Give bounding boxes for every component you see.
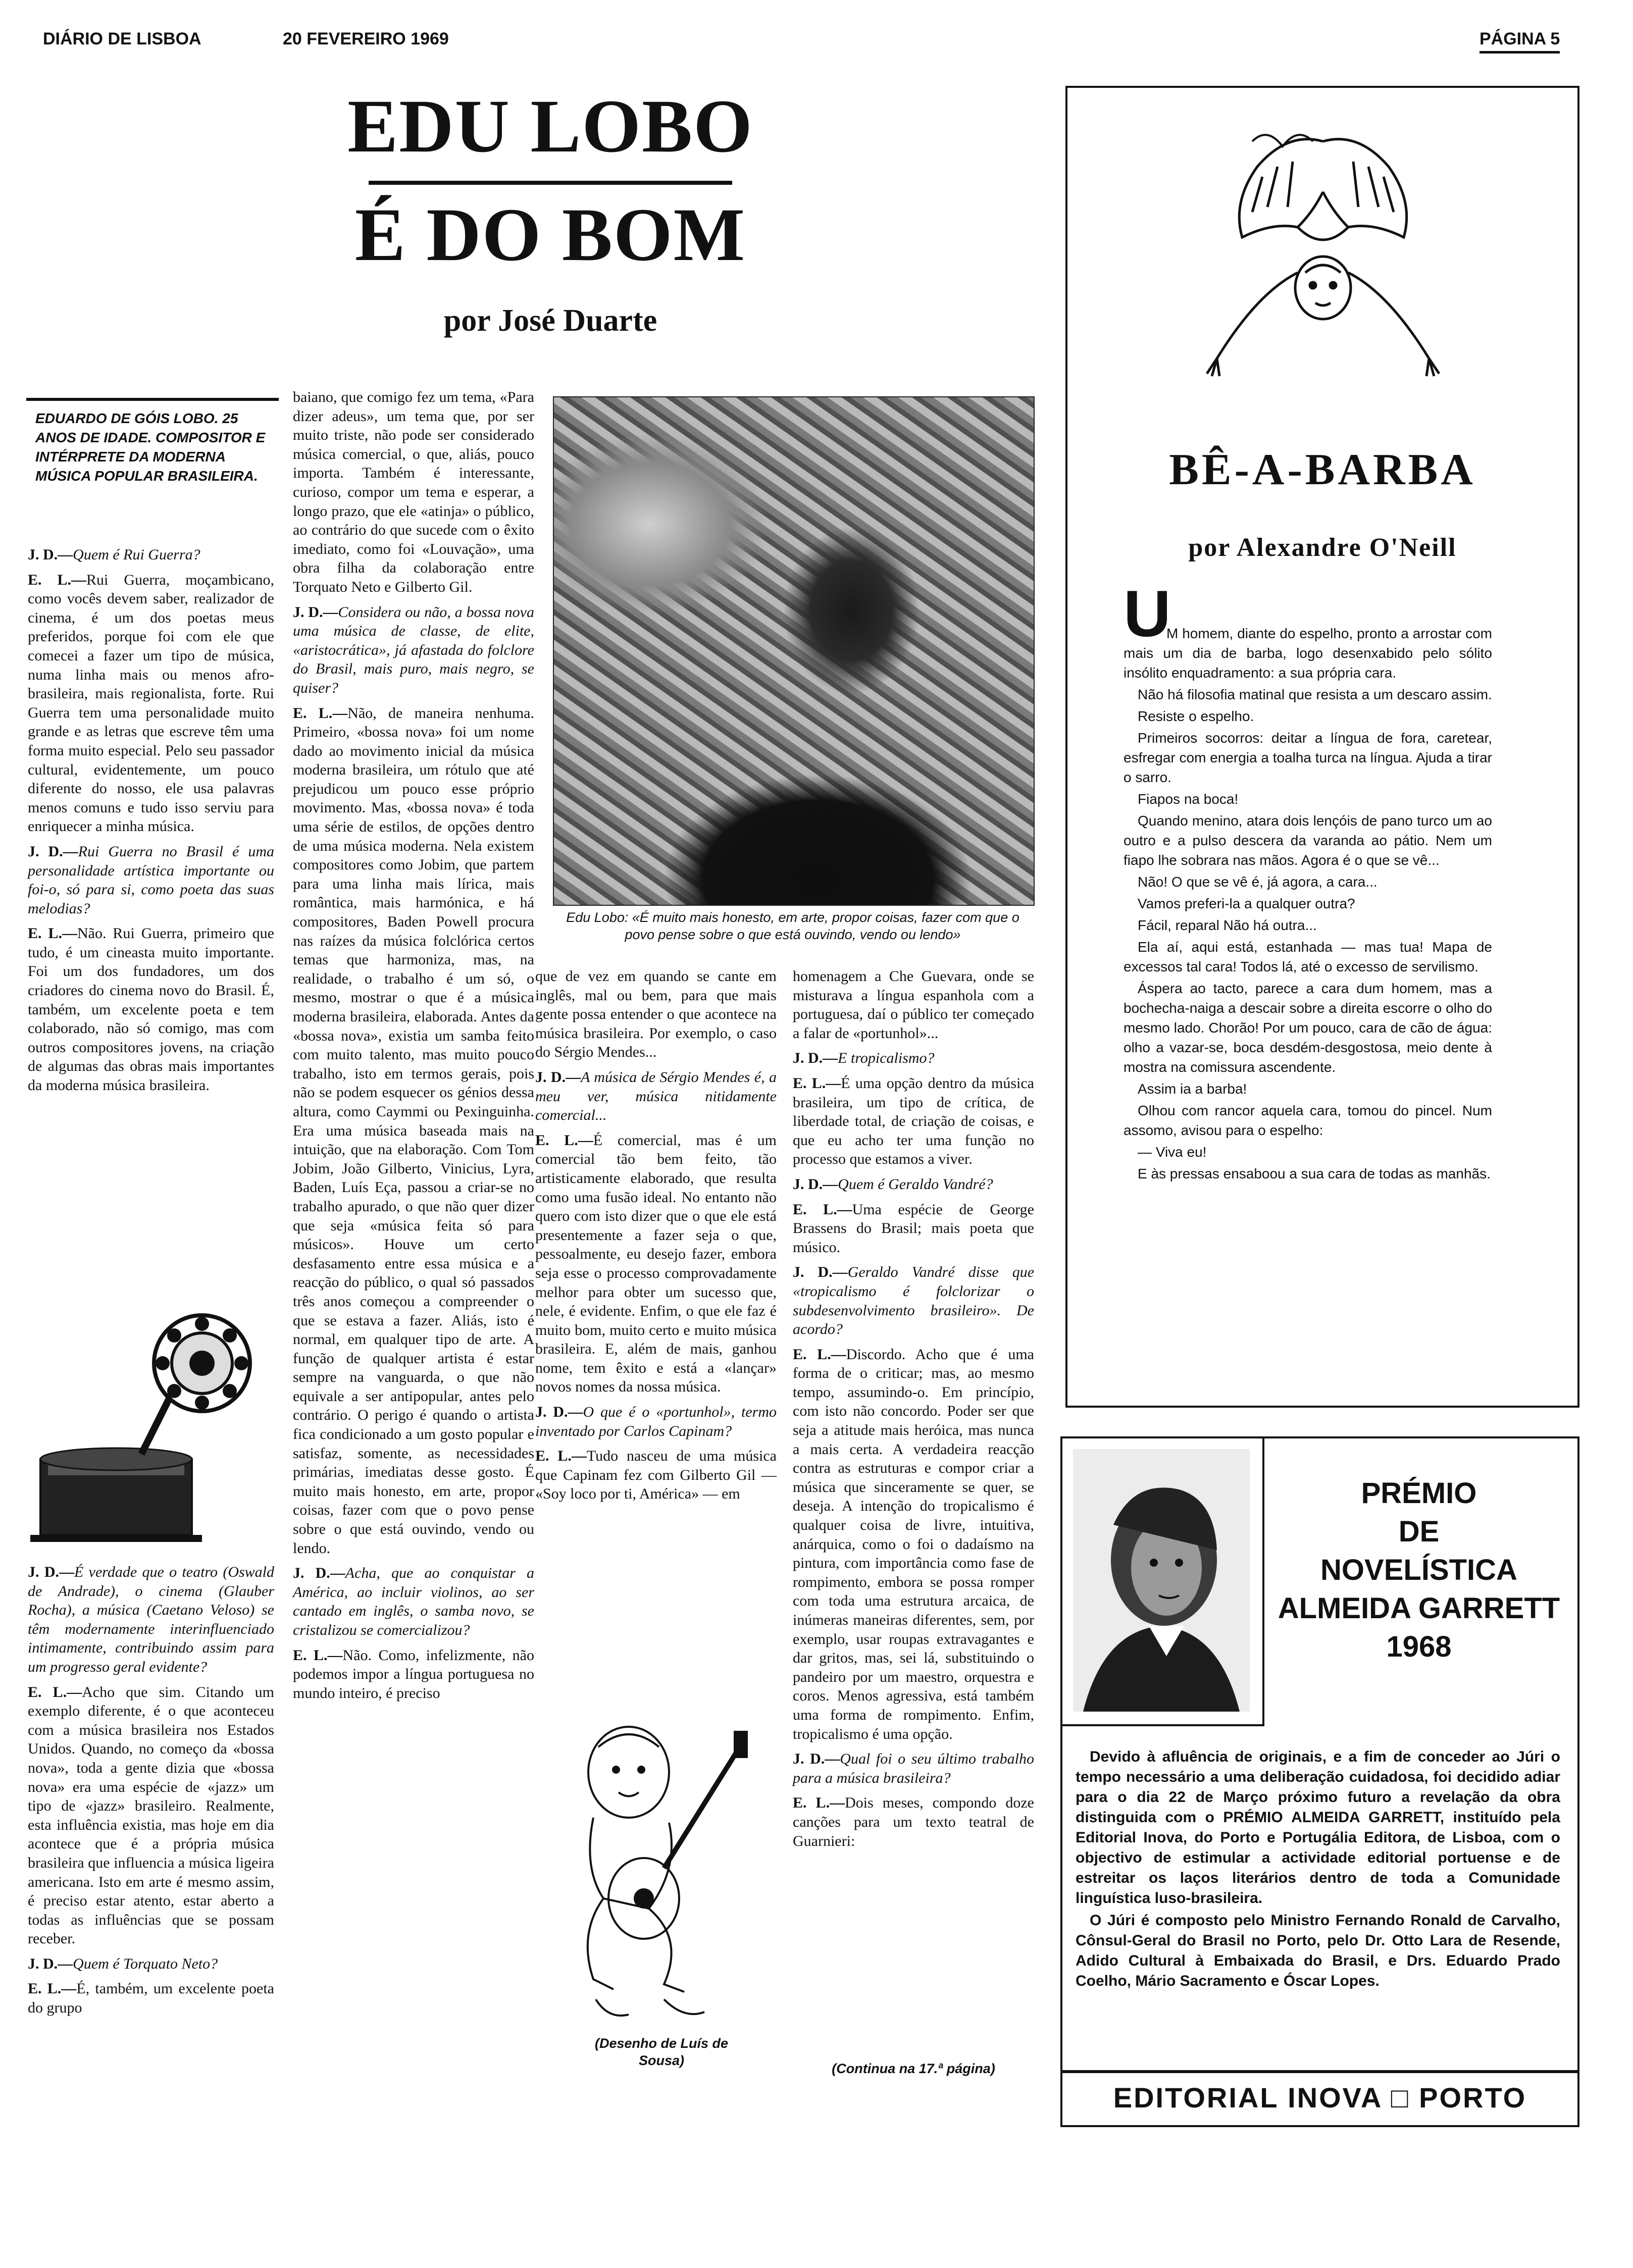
premio-title-line: DE <box>1398 1515 1440 1548</box>
speaker-label: J. D.— <box>793 1264 848 1281</box>
question-text: Geraldo Vandré disse que «tropicalismo é folclorizar o subdesenvolvimento brasileiro». De acordo? <box>793 1264 1035 1338</box>
speaker-label: J. D.— <box>793 1750 840 1768</box>
question-text: Considera ou não, a bossa nova uma música de classe, de elite, «aristocrática», já afastada do folclore do Brasil, mais puro, mais negro, se quiser? <box>293 603 534 696</box>
premio-title-line: NOVELÍSTICA <box>1320 1554 1517 1586</box>
speaker-label: J. D.— <box>28 546 73 563</box>
answer-text: baiano, que comigo fez um tema, «Para dizer adeus», um tema que, por ser muito triste, não pode ser considerado música comercial, o que, aliás, pouco importa. Também é interessante, curioso, compor um tema e esperar, a longo prazo, que ele «atinja» o público, ao contrário do que sucede com o êxito imediato, como foi «Louvação», uma obra filha da colaboração entre Torquato Neto e Gilberto Gil. <box>293 389 534 595</box>
premio-title-line: ALMEIDA GARRETT <box>1278 1592 1560 1625</box>
interview-paragraph <box>793 1049 1034 1068</box>
speaker-label: E. L.— <box>793 1074 841 1092</box>
article-column-3 <box>535 967 777 1510</box>
speaker-label: J. D.— <box>293 603 338 621</box>
question-text: O que é o «portunhol», termo inventado por Carlos Capinam? <box>535 1404 777 1439</box>
interview-paragraph <box>28 842 274 918</box>
speaker-label: E. L.— <box>293 1646 343 1664</box>
interview-paragraph <box>293 1564 534 1639</box>
almeida-garrett-portrait <box>1073 1449 1250 1712</box>
drawing-caption: (Desenho de Luís de Sousa) <box>594 2036 729 2068</box>
interview-paragraph <box>28 1563 274 1677</box>
bea-barba-paragraph: Vamos preferi-la a qualquer outra? <box>1138 896 1355 911</box>
answer-text: É, também, um excelente poeta do grupo <box>28 1980 274 2017</box>
question-text: Acha, que ao conquistar a América, ao incluir violinos, ao ser cantado em inglês, o samba novo, se cristalizou se comercializou? <box>293 1565 534 1638</box>
bea-barba-paragraph: Fácil, reparal Não há outra... <box>1138 917 1317 933</box>
speaker-label: E. L.— <box>28 571 87 588</box>
speaker-label: E. L.— <box>293 704 348 721</box>
answer-text: É uma opção dentro da música brasileira, um tipo de crítica, de liberdade total, de criação de coisas, e que eu acho ter uma função no processo que estamos a viver. <box>793 1074 1034 1168</box>
intro-rule <box>26 398 279 401</box>
interview-paragraph <box>535 1403 777 1440</box>
question-text: Qual foi o seu último trabalho para a música brasileira? <box>793 1750 1034 1786</box>
article-column-1 <box>28 545 274 1101</box>
speaker-label: J. D.— <box>535 1404 583 1421</box>
answer-text: Rui Guerra, moçambicano, como vocês devem saber, realizador de cinema, é um dos poetas meus preferidos, porque foi com ele que comecei a fazer um tipo de música, numa linha mais ou menos afro-brasileira, mais regionalista, forte. Rui Guerra tem uma personalidade muito grande e as letras que escreve têm uma forma muito especial. Pelo seu passador cultural, evidentemente, um pouco diferente do nosso, ele usa palavras menos comuns e tudo isso serviu para enriquecer a minha música. <box>28 571 274 835</box>
article-byline: por José Duarte <box>443 303 657 338</box>
bea-barba-paragraph: Ela aí, aqui está, estanhada — mas tua! Mapa de excessos tal cara! Todos lá, até o excesso de servilismo. <box>1124 939 1492 974</box>
answer-text: que de vez em quando se cante em inglês, mal ou bem, para que mais gente possa entender o que acontece na música brasileira. Por exemplo, o caso do Sérgio Mendes... <box>535 968 777 1061</box>
bea-barba-paragraph: E às pressas ensaboou a sua cara de todas as manhãs. <box>1138 1166 1491 1181</box>
bea-barba-title: BÊ-A-BARBA <box>1169 445 1476 494</box>
interview-paragraph <box>293 1646 534 1703</box>
answer-text: Não. Rui Guerra, primeiro que tudo, é um cineasta muito importante. Foi um dos fundadores, um dos criadores do cinema novo do Brasil. É, também, um excelente poeta e tem colaborado, não só comigo, mas com outros compositores jovens, na criação de algumas das obras mais importantes da moderna música brasileira. <box>28 925 275 1094</box>
issue-date: 20 FEVEREIRO 1969 <box>283 29 449 48</box>
bea-barba-paragraph: Quando menino, atara dois lençóis de pano turco um ao outro e a pulso descera da varanda ao pátio. Nem um fiapo lhe sobrara nas mãos. Agora é o que se vê... <box>1124 813 1492 868</box>
bea-barba-paragraph: — Viva eu! <box>1138 1144 1207 1160</box>
bea-barba-paragraph: Primeiros socorros: deitar a língua de fora, caretear, esfregar com energia a toalha turca na língua. Ajuda a tirar o sarro. <box>1124 730 1492 785</box>
photo-caption: Edu Lobo: «É muito mais honesto, em arte, propor coisas, fazer com que o povo pense sobre o que está ouvindo, vendo ou lendo» <box>566 910 1019 942</box>
speaker-label: E. L.— <box>535 1131 593 1149</box>
speaker-label: E. L.— <box>28 1980 77 1997</box>
question-text: Quem é Torquato Neto? <box>73 1955 218 1972</box>
interview-paragraph <box>28 1683 274 1948</box>
question-text: A música de Sérgio Mendes é, a meu ver, música nitidamente comercial... <box>535 1068 777 1124</box>
bea-barba-byline: por Alexandre O'Neill <box>1188 533 1457 562</box>
answer-text: Não. Como, infelizmente, não podemos impor a língua portuguesa no mundo inteiro, é preciso <box>293 1646 534 1702</box>
premio-body-para1: Devido à afluência de originais, e a fim de conceder ao Júri o tempo necessário a uma deliberação cuidadosa, foi decidido adiar para o dia 22 de Março próximo futuro a revelação da obra distinguida com o PRÉMIO ALMEIDA GARRETT, instituído pela Editorial Inova, do Porto e Portugália Editora, de Lisboa, com o objectivo de estimular a actividade editorial portuense e de estreitar os laços literários dentro de toda a Comunidade linguística luso-brasileira. <box>1076 1748 1560 1906</box>
interview-paragraph <box>28 1954 274 1974</box>
premio-title-line: 1968 <box>1386 1630 1452 1663</box>
answer-text: Uma espécie de George Brassens do Brasil; mais poeta que músico. <box>793 1201 1034 1256</box>
interview-paragraph <box>793 1749 1034 1787</box>
ad-footer-rule <box>1060 2070 1579 2073</box>
speaker-label: E. L.— <box>28 1683 82 1700</box>
answer-text: Dois meses, compondo doze canções para um texto teatral de Guarnieri: <box>793 1794 1034 1849</box>
speaker-label: E. L.— <box>793 1201 852 1218</box>
article-column-1-continued <box>28 1563 274 2024</box>
interview-paragraph <box>293 704 534 1558</box>
question-text: E tropicalismo? <box>838 1050 935 1067</box>
interview-paragraph <box>793 1074 1034 1169</box>
interview-paragraph <box>793 967 1034 1043</box>
question-text: É verdade que o teatro (Oswald de Andrade), o cinema (Glauber Rocha), a música (Caetano Veloso) se têm modernamente interinfluenciado intimamente, contribuindo assim para um progresso geral evidente? <box>28 1564 274 1675</box>
continued-note: (Continua na 17.ª página) <box>832 2061 995 2076</box>
speaker-label: E. L.— <box>793 1794 845 1812</box>
bea-barba-paragraph: Não há filosofia matinal que resista a um descaro assim. <box>1138 687 1492 702</box>
interview-paragraph <box>793 1175 1034 1194</box>
bea-barba-paragraph: Fiapos na boca! <box>1138 791 1239 807</box>
question-text: Quem é Rui Guerra? <box>73 546 200 563</box>
answer-text: Tudo nasceu de uma música que Capinam fez com Gilberto Gil — «Soy loco por ti, América» — em <box>535 1448 777 1503</box>
speaker-label: J. D.— <box>28 1564 74 1580</box>
question-text: Rui Guerra no Brasil é uma personalidade artística importante ou foi-o, só para si, como poeta das suas melodias? <box>28 843 274 917</box>
speaker-label: J. D.— <box>793 1175 838 1193</box>
interview-paragraph <box>28 1979 274 2017</box>
bea-barba-text <box>1124 626 1492 1185</box>
interview-paragraph <box>793 1793 1034 1850</box>
interview-paragraph <box>28 571 274 836</box>
interview-paragraph <box>793 1345 1034 1743</box>
premio-body-para2: O Júri é composto pelo Ministro Fernando Ronald de Carvalho, Cônsul-Geral do Brasil no Porto, pelo Dr. Otto Lara de Resende, Adido Cultural à Embaixada do Brasil, e Drs. Eduardo Prado Coelho, Mário Sacramento e Óscar Lopes. <box>1076 1912 1560 1989</box>
speaker-label: E. L.— <box>28 925 77 942</box>
edu-lobo-photo <box>553 396 1035 906</box>
interview-paragraph <box>793 1263 1034 1338</box>
interview-paragraph <box>293 388 534 597</box>
article-column-2 <box>293 388 534 1709</box>
speaker-label: J. D.— <box>293 1565 345 1582</box>
premio-title-line: PRÉMIO <box>1361 1477 1477 1510</box>
bea-barba-paragraph: Olhou com rancor aquela cara, tomou do pincel. Num assomo, avisou para o espelho: <box>1124 1103 1492 1138</box>
speaker-label: E. L.— <box>793 1346 846 1363</box>
speaker-label: J. D.— <box>793 1050 838 1067</box>
interview-paragraph <box>293 603 534 698</box>
question-text: Quem é Geraldo Vandré? <box>838 1175 993 1193</box>
angel-illustration <box>1197 121 1449 404</box>
speaker-label: E. L.— <box>535 1448 587 1465</box>
bea-barba-paragraph: Resiste o espelho. <box>1138 708 1254 724</box>
bea-barba-dropcap: U <box>1124 577 1171 650</box>
premio-title <box>1265 1474 1573 1666</box>
newspaper-name: DIÁRIO DE LISBOA <box>43 29 201 48</box>
page-number: PÁGINA 5 <box>1479 29 1560 54</box>
boy-with-guitar-drawing <box>548 1717 780 2030</box>
interview-paragraph <box>535 967 777 1062</box>
article-title-line2: É DO BOM <box>354 193 746 277</box>
interview-paragraph <box>28 924 274 1095</box>
interview-paragraph <box>28 545 274 564</box>
speaker-label: J. D.— <box>535 1068 581 1086</box>
article-column-4 <box>793 967 1034 1857</box>
publisher-footer: EDITORIAL INOVA □ PORTO <box>1113 2082 1527 2114</box>
answer-text: homenagem a Che Guevara, onde se misturava a língua espanhola com a portuguesa, daí o público ter começado a falar de «portunhol»... <box>793 968 1034 1042</box>
answer-text: Acho que sim. Citando um exemplo diferente, é o que aconteceu com a música brasileira nos Estados Unidos. Quando, no começo da «bossa nova», toda a gente dizia que «bossa nova» era uma espécie de «jazz» um tipo de «jazz» brasileiro. Realmente, esta influência existia, mas hoje em dia acontece que é a própria música brasileira que influencia a música ligeira americana. Isto em arte é mesmo assim, é preciso estar atento, estar aberto a todas as influências que se possam receber. <box>28 1683 274 1947</box>
interview-paragraph <box>793 1200 1034 1257</box>
gramophone-illustration <box>20 1308 273 1560</box>
bea-barba-paragraph: Assim ia a barba! <box>1138 1081 1247 1097</box>
article-intro: EDUARDO DE GÓIS LOBO. 25 ANOS DE IDADE. COMPOSITOR E INTÉRPRETE DA MODERNA MÚSICA POPULAR BRASILEIRA. <box>35 410 266 484</box>
title-rule <box>369 181 732 185</box>
answer-text: É comercial, mas é um comercial tão bem feito, tão artisticamente elaborado, que resulta como uma fusão ideal. No entanto não quero com isto dizer que o que ele está presentemente a fazer seja o que, pessoalmente, eu desejo fazer, embora seja esse o processo comprovadamente melhor para obter um sucesso que, nele, é evidente. Enfim, o que ele faz é muito bom, muito certo e muito música brasileira. E, além de mais, ganhou nome, tem êxito e está a «lançar» novos nomes da nossa música. <box>535 1131 777 1396</box>
answer-text: Não, de maneira nenhuma. Primeiro, «bossa nova» foi um nome dado ao movimento inicial da música moderna brasileira, um rótulo que até prejudicou um pouco esse próprio movimento. Mas, «bossa nova» é toda uma série de estilos, de opções dentro de uma música moderna. Nela existem compositores como Jobim, que partem para uma linha mais lírica, mais romântica, mais harmónica, e há compositores, Baden Powell procura nas raízes da música folclórica certos temas que harmoniza, mas, na realidade, o trabalho é um só, o mesmo, mostrar o que é a música moderna brasileira, elaborada. Antes da «bossa nova», existia um samba feito com muito talento, mas muito pouco trabalho, isto em termos gerais, pois não se podem esquecer os génios dessa altura, como Caymmi ou Pexinguinha. Era uma música baseada mais na intuição, que na elaboração. Com Tom Jobim, João Gilberto, Vinicius, Lyra, Baden, Luís Eça, passou a criar-se no trabalho apurado, o que não quer dizer que seja «música feita só para músicos». Houve um certo desfasamento entre essa música e a reacção do público, o qual só passados três anos começou a compreender o que se estava a fazer. Aliás, isto é normal, em qualquer tipo de arte. A função de qualquer artista é estar sempre na vanguarda, o que não equivale a ser antipopular, antes pelo contrário. O perigo é quando o artista fica condicionado a um gosto popular e satisfaz, somente, as necessidades primárias, imediatas desse gosto. É muito mais honesto, em arte, propor coisas, fazer com que o povo pense sobre o que está ouvindo, vendo ou lendo. <box>293 704 534 1557</box>
speaker-label: J. D.— <box>28 843 78 860</box>
bea-barba-first-paragraph: M homem, diante do espelho, pronto a arrostar com mais um dia de barba, logo desenxabido pelo sólito insólito enquadramento: a sua própria cara. <box>1124 626 1492 681</box>
interview-paragraph <box>535 1447 777 1504</box>
interview-paragraph <box>535 1131 777 1397</box>
bea-barba-paragraph: Áspera ao tacto, parece a cara dum homem, mas a bochecha-naiga a descair sobre a direita escorre o olho do mesmo lado. Chorão! Por um pouco, cara de cão de água: olho a vazar-se, boca desdém-desgostosa, meio dente à mostra na comissura ascendente. <box>1124 981 1493 1075</box>
premio-body <box>1076 1747 1560 1991</box>
article-title-line1: EDU LOBO <box>347 84 753 168</box>
interview-paragraph <box>535 1068 777 1125</box>
answer-text: Discordo. Acho que é uma forma de o criticar; mas, ao mesmo tempo, assumindo-o. Em princípio, com isto não concordo. Poder ser que seja a atitude mais heróica, mas nunca a mais certa. A verdadeira reacção contra as estruturas e compor criar a música que sinceramente se quer, se deseja. A intenção do tropicalismo é qualquer coisa de livre, intuitiva, anárquica, como o foi o dadaísmo na pintura, com importância como fase de rompimento, embora se possa romper com toda uma estrutura arcaica, de inúmeras maneiras diferentes, sem, por exemplo, usar roupas extravagantes e dar gritos, mas, sei lá, substituindo o pandeiro por um maestro, orquestra e coros. Menos agressiva, está também uma forma de rompimento. Enfim, tropicalismo é uma opção. <box>793 1346 1034 1742</box>
speaker-label: J. D.— <box>28 1955 73 1972</box>
bea-barba-paragraph: Não! O que se vê é, já agora, a cara... <box>1138 874 1377 890</box>
